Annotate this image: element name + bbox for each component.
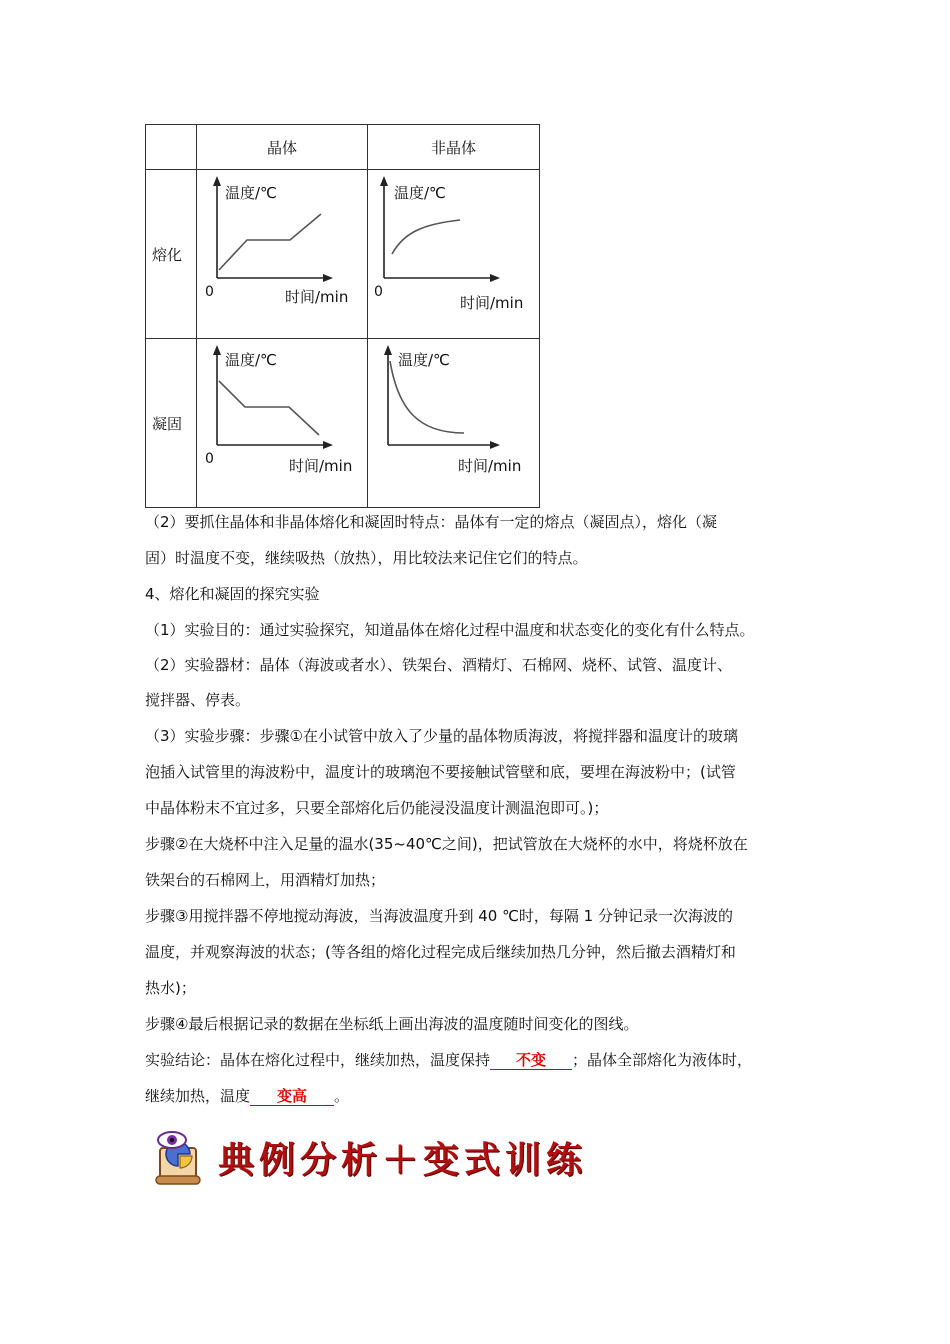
crystal-comparison-table [145, 124, 540, 508]
axis-origin: 0 [205, 451, 214, 467]
row-label-solidifying: 凝固 [146, 339, 197, 508]
table-header-row [146, 125, 540, 170]
paragraph-line: 搅拌器、停表。 [145, 691, 251, 709]
conclusion-text: 。 [334, 1087, 350, 1105]
conclusion-line-2 [145, 1086, 349, 1106]
row-label-melting: 熔化 [146, 170, 197, 339]
paragraph-line: 中晶体粉末不宜过多，只要全部熔化后仍能浸没温度计测温泡即可。)； [145, 799, 609, 817]
axis-origin: 0 [374, 284, 383, 300]
section-banner [150, 1126, 588, 1186]
graph-crystal-melting [197, 170, 368, 339]
paragraph-line: 步骤③用搅拌器不停地搅动海波，当海波温度升到 40 ℃时，每隔 1 分钟记录一次海波的 [145, 907, 733, 925]
paragraph-line: （3）实验步骤：步骤①在小试管中放入了少量的晶体物质海波，将搅拌器和温度计的玻璃 [145, 727, 738, 745]
scroll-eye-icon [150, 1126, 214, 1186]
axis-ylabel: 温度/℃ [394, 184, 446, 202]
paragraph-line: 热水)； [145, 979, 196, 997]
conclusion-text: ；晶体全部熔化为液体时， [572, 1051, 753, 1069]
table-corner-cell [146, 125, 197, 170]
paragraph-line: 温度，并观察海波的状态；(等各组的熔化过程完成后继续加热几分钟，然后撤去酒精灯和 [145, 943, 736, 961]
graph-crystal-solidifying [197, 339, 368, 508]
axis-xlabel: 时间/min [460, 294, 524, 312]
paragraph-line: 步骤④最后根据记录的数据在坐标纸上画出海波的温度随时间变化的图线。 [145, 1015, 639, 1033]
paragraph-line: （2）要抓住晶体和非晶体熔化和凝固时特点：晶体有一定的熔点（凝固点），熔化（凝 [145, 513, 718, 531]
axis-ylabel: 温度/℃ [225, 351, 277, 369]
paragraph-line: （2）实验器材：晶体（海波或者水）、铁架台、酒精灯、石棉网、烧杯、试管、温度计、 [145, 656, 733, 674]
paragraph-line: 固）时温度不变，继续吸热（放热），用比较法来记住它们的特点。 [145, 549, 588, 567]
paragraph-line: 泡插入试管里的海波粉中，温度计的玻璃泡不要接触试管壁和底，要埋在海波粉中；(试管 [145, 763, 736, 781]
table-row-solidifying [146, 339, 540, 508]
section-heading: 4、熔化和凝固的探究实验 [145, 585, 320, 603]
conclusion-line-1 [145, 1050, 752, 1070]
table-row-melting [146, 170, 540, 339]
answer-blank-higher: 变高 [250, 1087, 334, 1106]
axis-origin: 0 [205, 284, 214, 300]
header-crystal: 晶体 [197, 125, 368, 170]
paragraph-line: 铁架台的石棉网上，用酒精灯加热； [145, 871, 386, 889]
header-amorphous: 非晶体 [368, 125, 540, 170]
axis-xlabel: 时间/min [285, 288, 349, 306]
paragraph-line: 步骤②在大烧杯中注入足量的温水(35~40℃之间)，把试管放在大烧杯的水中，将烧杯放在 [145, 835, 748, 853]
axis-xlabel: 时间/min [289, 457, 353, 475]
axis-xlabel: 时间/min [458, 457, 522, 475]
graph-amorphous-solidifying [368, 339, 540, 508]
conclusion-text: 实验结论：晶体在熔化过程中，继续加热，温度保持 [145, 1051, 491, 1069]
answer-blank-unchanged: 不变 [490, 1051, 572, 1070]
axis-ylabel: 温度/℃ [398, 351, 450, 369]
graph-amorphous-melting [368, 170, 540, 339]
paragraph-line: （1）实验目的：通过实验探究，知道晶体在熔化过程中温度和状态变化的变化有什么特点。 [145, 621, 755, 639]
banner-title: 典例分析＋变式训练 [218, 1139, 588, 1181]
conclusion-text: 继续加热，温度 [145, 1087, 251, 1105]
axis-ylabel: 温度/℃ [225, 184, 277, 202]
